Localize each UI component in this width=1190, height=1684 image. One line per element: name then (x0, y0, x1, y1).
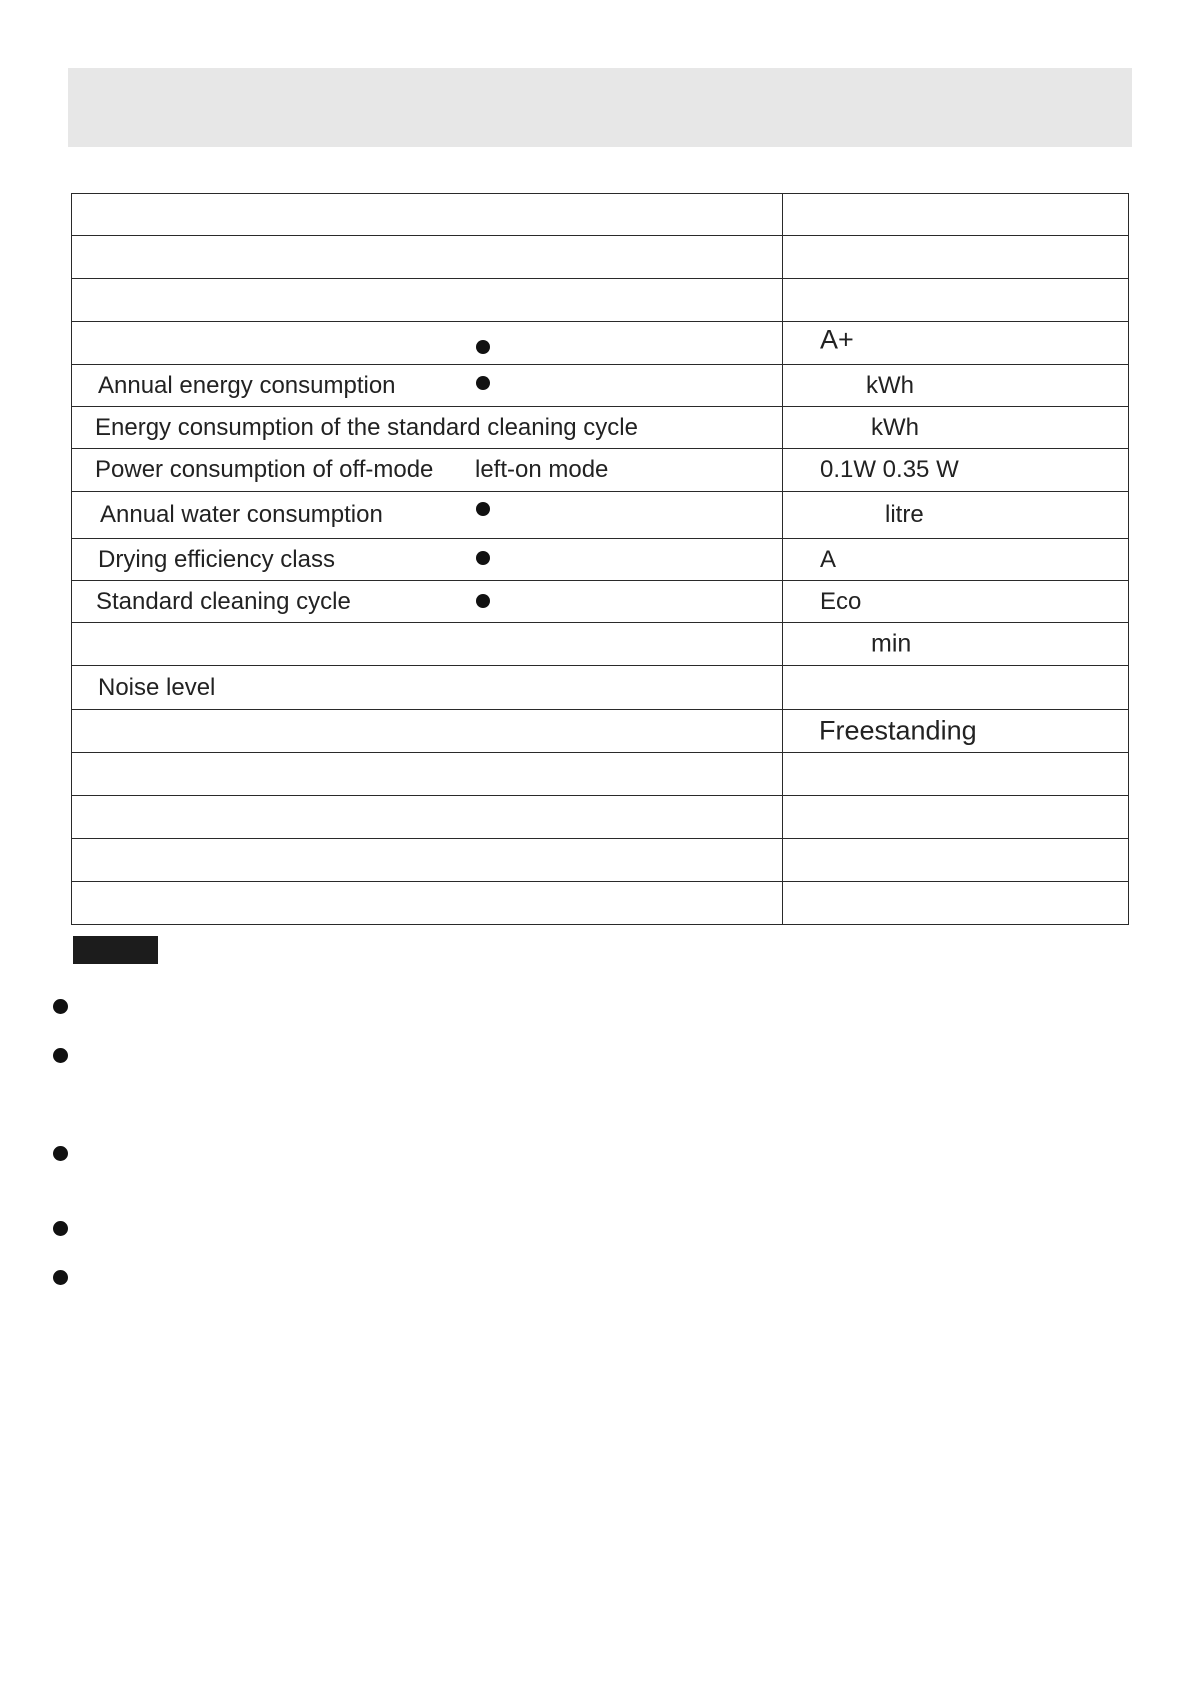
row-value: litre (885, 501, 924, 528)
table-row (72, 365, 1129, 407)
value-cell (783, 753, 1129, 796)
label-cell (72, 492, 783, 539)
label-cell (72, 279, 783, 322)
label-cell (72, 581, 783, 623)
label-cell (72, 365, 783, 407)
value-cell (783, 666, 1129, 710)
label-cell (72, 839, 783, 882)
row-value: kWh (866, 371, 914, 399)
table-row (72, 194, 1129, 236)
note-label-box (73, 936, 158, 964)
row-value: min (871, 629, 912, 658)
label-cell (72, 710, 783, 753)
value-cell (783, 492, 1129, 539)
bullet-icon (53, 999, 68, 1014)
table-row (72, 236, 1129, 279)
bullet-icon (476, 594, 490, 608)
row-label: Drying efficiency class (98, 545, 335, 573)
label-cell (72, 407, 783, 449)
value-cell (783, 407, 1129, 449)
value-cell (783, 449, 1129, 492)
row-label: Standard cleaning cycle (96, 587, 351, 615)
table-row (72, 710, 1129, 753)
bullet-icon (476, 551, 490, 565)
row-value: Freestanding (819, 715, 977, 746)
label-cell (72, 449, 783, 492)
table-row (72, 407, 1129, 449)
table-row (72, 449, 1129, 492)
value-cell (783, 839, 1129, 882)
table-row (72, 623, 1129, 666)
row-value: A (820, 545, 837, 573)
row-value: A+ (820, 324, 854, 355)
label-cell (72, 666, 783, 710)
label-cell (72, 623, 783, 666)
bullet-icon (476, 502, 490, 516)
row-label: Energy consumption of the standard cleaning cycle (95, 413, 638, 441)
row-value: Eco (820, 587, 862, 615)
table-row (72, 796, 1129, 839)
bullet-icon (53, 1270, 68, 1285)
bullet-icon (476, 340, 490, 354)
value-cell (783, 194, 1129, 236)
spec-table (71, 193, 1129, 925)
value-cell (783, 882, 1129, 925)
label-cell (72, 882, 783, 925)
bullet-icon (53, 1146, 68, 1161)
bullet-icon (476, 376, 490, 390)
row-value: 0.1W 0.35 W (820, 456, 959, 483)
table-row (72, 666, 1129, 710)
row-label: Annual energy consumption (98, 371, 396, 399)
value-cell (783, 539, 1129, 581)
value-cell (783, 365, 1129, 407)
row-label: Noise level (98, 673, 216, 701)
row-label: Annual water consumption (100, 501, 383, 528)
table-row (72, 753, 1129, 796)
value-cell (783, 581, 1129, 623)
value-cell (783, 623, 1129, 666)
value-cell (783, 322, 1129, 365)
value-cell (783, 796, 1129, 839)
label-cell (72, 322, 783, 365)
label-cell (72, 236, 783, 279)
table-row (72, 581, 1129, 623)
header-banner (68, 68, 1132, 147)
label-cell (72, 194, 783, 236)
table-row (72, 882, 1129, 925)
row-label-secondary: left-on mode (475, 456, 609, 483)
row-value: kWh (871, 413, 919, 441)
table-row (72, 492, 1129, 539)
table-row (72, 539, 1129, 581)
label-cell (72, 796, 783, 839)
bullet-icon (53, 1221, 68, 1236)
value-cell (783, 236, 1129, 279)
table-row (72, 322, 1129, 365)
value-cell (783, 710, 1129, 753)
row-label: Power consumption of off-mode (95, 456, 434, 483)
table-row (72, 279, 1129, 322)
table-row (72, 839, 1129, 882)
label-cell (72, 539, 783, 581)
label-cell (72, 753, 783, 796)
value-cell (783, 279, 1129, 322)
bullet-icon (53, 1048, 68, 1063)
